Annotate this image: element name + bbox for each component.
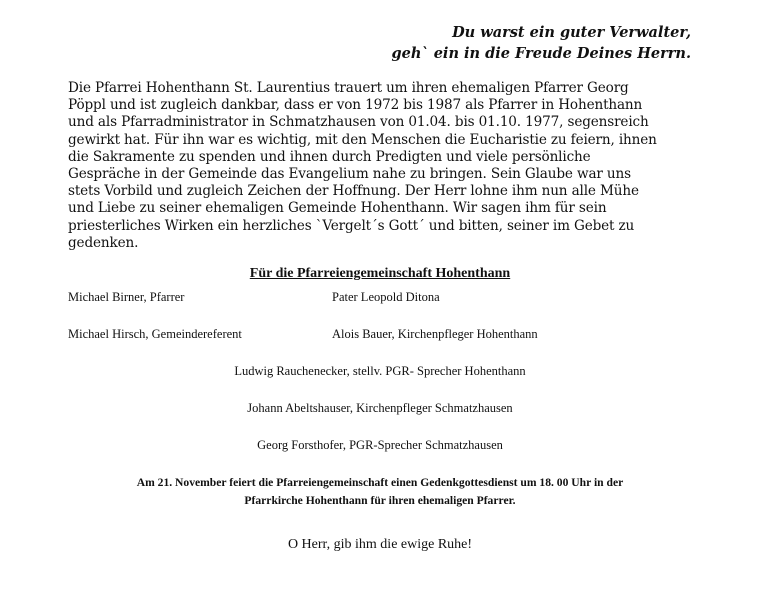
body-line: und als Pfarradministrator in Schmatzhausen von 01.04. bis 01.10. 1977, segensreich — [68, 114, 649, 131]
memorial-service-announcement — [0, 474, 760, 510]
signature-rauchenecker: Ludwig Rauchenecker, stellv. PGR- Sprecher Hohenthann — [234, 364, 526, 378]
signature-bauer: Alois Bauer, Kirchenpfleger Hohenthann — [332, 327, 538, 341]
announcement-line-2: Pfarrkirche Hohenthann für ihren ehemaligen Pfarrer. — [244, 494, 516, 507]
body-line: gewirkt hat. Für ihn war es wichtig, mit den Menschen die Eucharistie zu feiern, ihnen — [68, 131, 657, 148]
announcement-line-1: Am 21. November feiert die Pfarreiengemeinschaft einen Gedenkgottesdienst um 18. 00 Uhr in der — [136, 476, 624, 489]
closing-prayer: O Herr, gib ihm die ewige Ruhe! — [287, 537, 473, 552]
signature-ditona: Pater Leopold Ditona — [332, 290, 440, 304]
body-line: gedenken. — [68, 234, 139, 251]
body-line: Gespräche in der Gemeinde das Evangelium nahe zu bringen. Sein Glaube war uns — [68, 166, 631, 183]
motto-line-2: geh` ein in die Freude Deines Herrn. — [391, 45, 691, 62]
signature-birner: Michael Birner, Pfarrer — [68, 290, 185, 304]
body-line: Pöppl und ist zugleich dankbar, dass er von 1972 bis 1987 als Pfarrer in Hohenthann — [68, 97, 643, 114]
body-line: die Sakramente zu spenden und ihnen durch Predigten und viele persönliche — [68, 148, 591, 165]
group-heading: Für die Pfarreiengemeinschaft Hohenthann — [249, 266, 511, 281]
motto-line-1: Du warst ein guter Verwalter, — [452, 24, 691, 41]
obituary-text — [68, 80, 708, 252]
body-line: Die Pfarrei Hohenthann St. Laurentius trauert um ihren ehemaligen Pfarrer Georg — [68, 80, 629, 96]
signature-forsthofer: Georg Forsthofer, PGR-Sprecher Schmatzhausen — [257, 438, 503, 452]
signature-hirsch: Michael Hirsch, Gemeindereferent — [68, 327, 242, 341]
body-line: stets Vorbild und zugleich Zeichen der Hoffnung. Der Herr lohne ihm nun alle Mühe — [68, 183, 639, 200]
body-line: und Liebe zu seiner ehemaligen Gemeinde Hohenthann. Wir sagen ihm für sein — [68, 200, 607, 217]
signature-abeltshauser: Johann Abeltshauser, Kirchenpfleger Schmatzhausen — [247, 401, 513, 415]
body-line: priesterliches Wirken ein herzliches `Vergelt´s Gott´ und bitten, seiner im Gebet zu — [68, 217, 635, 234]
motto — [392, 22, 692, 64]
